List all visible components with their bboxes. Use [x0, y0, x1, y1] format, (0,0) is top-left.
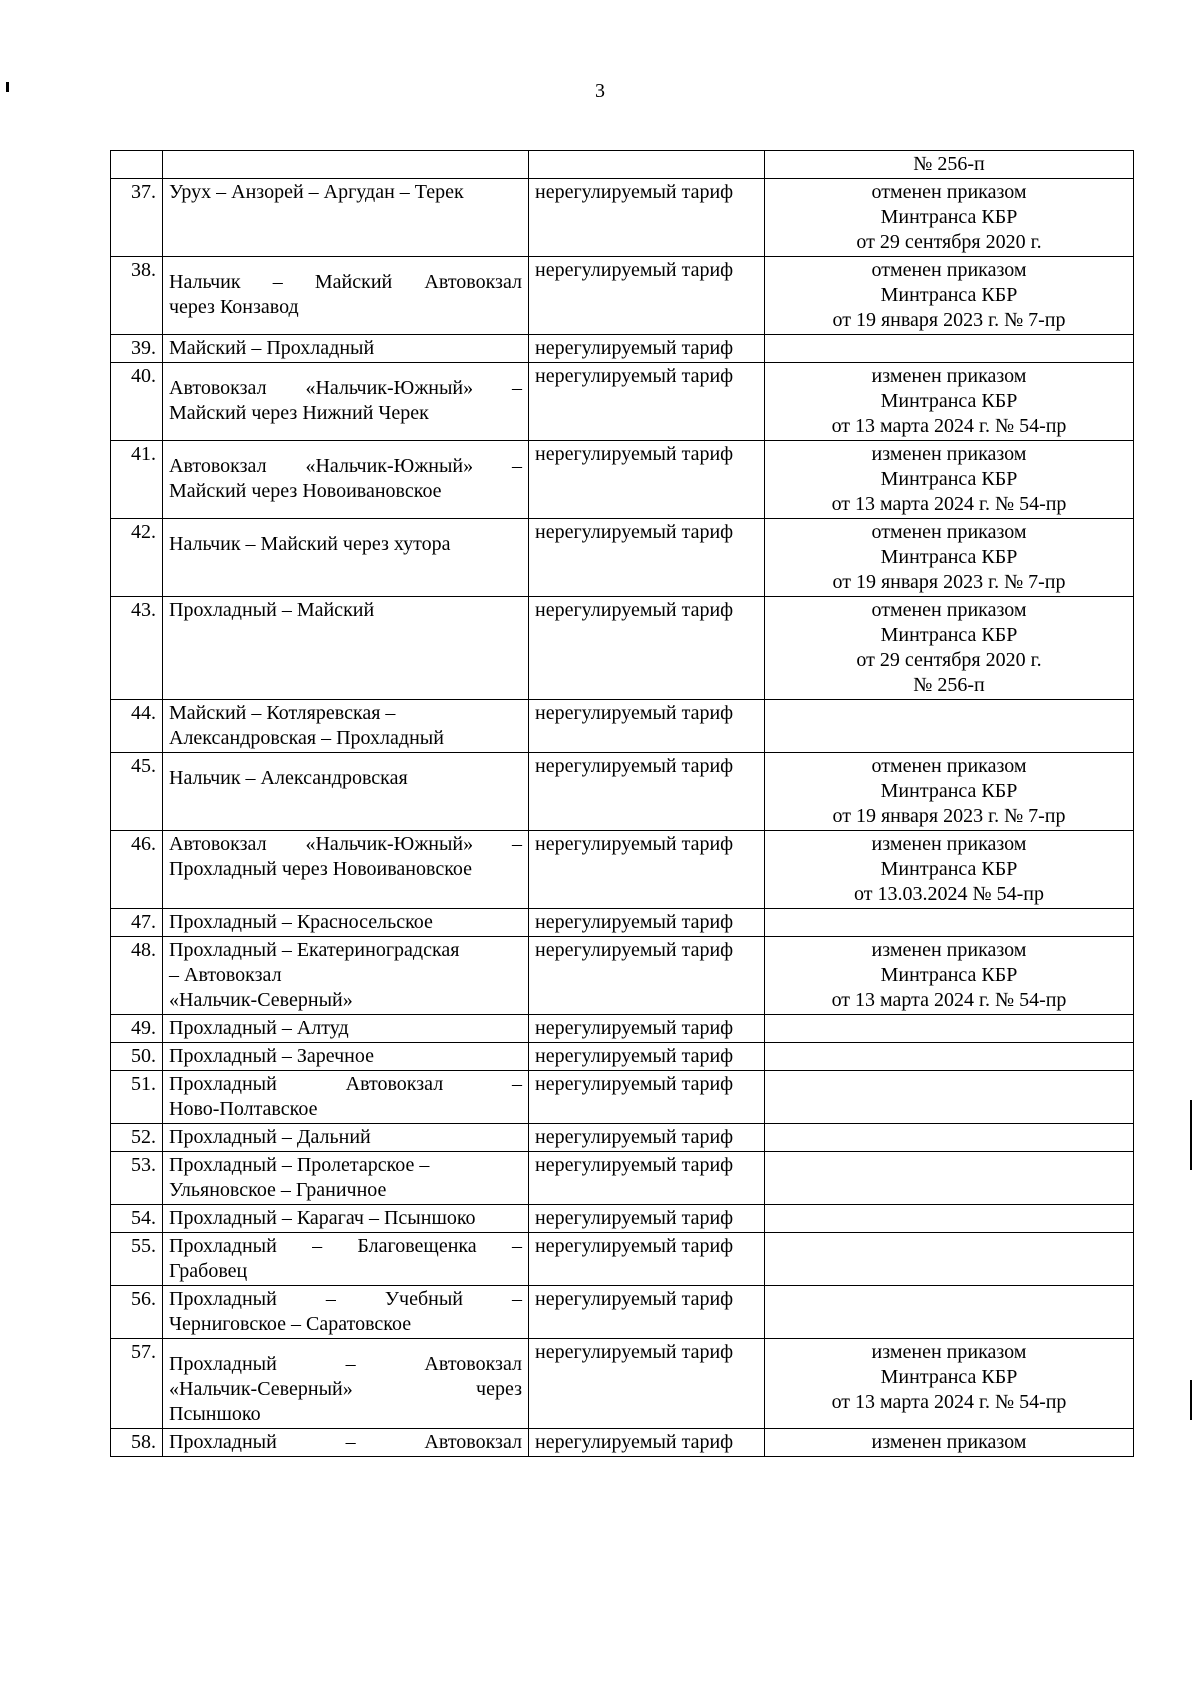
table-row	[111, 1205, 1134, 1233]
row-number: 50.	[111, 1043, 163, 1071]
route-name	[163, 831, 529, 909]
order-note	[765, 1043, 1134, 1071]
row-number: 37.	[111, 179, 163, 257]
note-line: Минтранса КБР	[880, 546, 1018, 568]
tariff-type: нерегулируемый тариф	[529, 831, 765, 909]
tariff-type: нерегулируемый тариф	[529, 1015, 765, 1043]
route-line: Автовокзал «Нальчик-Южный» –	[169, 377, 522, 399]
order-note	[765, 1205, 1134, 1233]
route-line: Прохладный через Новоивановское	[169, 858, 473, 880]
route-name	[163, 700, 529, 753]
row-number: 40.	[111, 363, 163, 441]
route-line: Прохладный – Автовокзал	[169, 1431, 522, 1453]
tariff-type: нерегулируемый тариф	[529, 1152, 765, 1205]
tariff-type: нерегулируемый тариф	[529, 335, 765, 363]
note-line: изменен приказом	[871, 365, 1027, 387]
note-line: Минтранса КБР	[880, 624, 1018, 646]
route-name	[163, 753, 529, 831]
tariff-type: нерегулируемый тариф	[529, 753, 765, 831]
row-number: 45.	[111, 753, 163, 831]
note-line: отменен приказом	[871, 259, 1027, 281]
tariff-type: нерегулируемый тариф	[529, 179, 765, 257]
note-line: изменен приказом	[871, 1431, 1027, 1453]
route-line: Нальчик – Майский Автовокзал	[169, 271, 522, 293]
table-row	[111, 257, 1134, 335]
route-name	[163, 257, 529, 335]
note-line: от 29 сентября 2020 г.	[856, 649, 1042, 671]
row-number: 41.	[111, 441, 163, 519]
route-name	[163, 179, 529, 257]
table-row	[111, 1339, 1134, 1429]
order-note	[765, 753, 1134, 831]
row-number: 53.	[111, 1152, 163, 1205]
order-note	[765, 1339, 1134, 1429]
route-name	[163, 597, 529, 700]
order-note	[765, 179, 1134, 257]
order-note	[765, 1233, 1134, 1286]
route-line: «Нальчик-Северный»	[169, 989, 353, 1011]
row-number: 55.	[111, 1233, 163, 1286]
note-line: от 13 марта 2024 г. № 54-пр	[831, 989, 1067, 1011]
note-line: от 19 января 2023 г. № 7-пр	[832, 309, 1066, 331]
table-row	[111, 363, 1134, 441]
scan-mark	[1190, 1380, 1192, 1420]
tariff-type: нерегулируемый тариф	[529, 1339, 765, 1429]
page-number: 3	[595, 80, 605, 102]
table-row	[111, 1071, 1134, 1124]
order-note	[765, 1429, 1134, 1457]
route-line: Прохладный – Автовокзал	[169, 1353, 522, 1375]
order-note	[765, 1152, 1134, 1205]
table-row	[111, 937, 1134, 1015]
note-line: № 256-п	[913, 153, 985, 175]
route-line: «Нальчик-Северный» через	[169, 1378, 522, 1400]
note-line: изменен приказом	[871, 939, 1027, 961]
route-line: Прохладный – Красносельское	[169, 911, 433, 933]
note-line: от 29 сентября 2020 г.	[856, 231, 1042, 253]
order-note	[765, 937, 1134, 1015]
row-number: 52.	[111, 1124, 163, 1152]
table-row	[111, 1286, 1134, 1339]
table-row	[111, 1043, 1134, 1071]
route-name	[163, 937, 529, 1015]
row-number	[111, 151, 163, 179]
route-line: Прохладный – Екатериноградская	[169, 939, 460, 961]
note-line: от 13 марта 2024 г. № 54-пр	[831, 1391, 1067, 1413]
row-number: 39.	[111, 335, 163, 363]
note-line: изменен приказом	[871, 443, 1027, 465]
note-line: № 256-п	[913, 674, 985, 696]
route-name	[163, 1429, 529, 1457]
note-line: Минтранса КБР	[880, 780, 1018, 802]
row-number: 42.	[111, 519, 163, 597]
row-number: 49.	[111, 1015, 163, 1043]
route-line: Прохладный – Пролетарское –	[169, 1154, 430, 1176]
order-note	[765, 1124, 1134, 1152]
route-line: Майский – Котляревская –	[169, 702, 396, 724]
tariff-type: нерегулируемый тариф	[529, 441, 765, 519]
table-row	[111, 335, 1134, 363]
route-line: Прохладный – Карагач – Псыншоко	[169, 1207, 476, 1229]
note-line: изменен приказом	[871, 1341, 1027, 1363]
route-name	[163, 1233, 529, 1286]
row-number: 47.	[111, 909, 163, 937]
route-name	[163, 335, 529, 363]
route-name	[163, 1071, 529, 1124]
row-number: 38.	[111, 257, 163, 335]
route-name	[163, 519, 529, 597]
route-line: Прохладный – Благовещенка –	[169, 1235, 522, 1257]
route-line: Прохладный – Учебный –	[169, 1288, 522, 1310]
route-line: Майский – Прохладный	[169, 337, 375, 359]
route-line: Прохладный – Майский	[169, 599, 375, 621]
note-line: Минтранса КБР	[880, 206, 1018, 228]
table-row	[111, 597, 1134, 700]
route-line: Нальчик – Александровская	[169, 767, 408, 789]
row-number: 57.	[111, 1339, 163, 1429]
table-row	[111, 441, 1134, 519]
tariff-type: нерегулируемый тариф	[529, 597, 765, 700]
row-number: 48.	[111, 937, 163, 1015]
route-line: Псыншоко	[169, 1403, 261, 1425]
row-number: 58.	[111, 1429, 163, 1457]
route-name	[163, 909, 529, 937]
table-row	[111, 831, 1134, 909]
order-note	[765, 1286, 1134, 1339]
note-line: изменен приказом	[871, 833, 1027, 855]
table-row	[111, 1124, 1134, 1152]
route-line: Черниговское – Саратовское	[169, 1313, 412, 1335]
table-row	[111, 753, 1134, 831]
table-row	[111, 1152, 1134, 1205]
route-line: через Конзавод	[169, 296, 299, 318]
route-name	[163, 151, 529, 179]
tariff-type	[529, 151, 765, 179]
note-line: от 13.03.2024 № 54-пр	[854, 883, 1044, 905]
note-line: Минтранса КБР	[880, 390, 1018, 412]
routes-table	[110, 150, 1134, 1457]
route-name	[163, 1205, 529, 1233]
tariff-type: нерегулируемый тариф	[529, 1071, 765, 1124]
row-number: 44.	[111, 700, 163, 753]
table-row	[111, 909, 1134, 937]
order-note	[765, 257, 1134, 335]
tariff-type: нерегулируемый тариф	[529, 937, 765, 1015]
note-line: Минтранса КБР	[880, 858, 1018, 880]
row-number: 51.	[111, 1071, 163, 1124]
order-note	[765, 909, 1134, 937]
order-note	[765, 441, 1134, 519]
route-line: Ульяновское – Граничное	[169, 1179, 387, 1201]
route-name	[163, 363, 529, 441]
route-name	[163, 1043, 529, 1071]
route-name	[163, 1339, 529, 1429]
scan-mark	[1190, 1100, 1192, 1170]
route-line: Прохладный – Алтуд	[169, 1017, 349, 1039]
tariff-type: нерегулируемый тариф	[529, 1124, 765, 1152]
table-row	[111, 519, 1134, 597]
route-line: – Автовокзал	[169, 964, 282, 986]
route-name	[163, 1015, 529, 1043]
note-line: Минтранса КБР	[880, 468, 1018, 490]
route-line: Грабовец	[169, 1260, 248, 1282]
note-line: отменен приказом	[871, 599, 1027, 621]
route-name	[163, 1286, 529, 1339]
note-line: отменен приказом	[871, 181, 1027, 203]
route-name	[163, 1124, 529, 1152]
note-line: отменен приказом	[871, 755, 1027, 777]
route-name	[163, 441, 529, 519]
route-line: Прохладный Автовокзал –	[169, 1073, 522, 1095]
note-line: отменен приказом	[871, 521, 1027, 543]
tariff-type: нерегулируемый тариф	[529, 1429, 765, 1457]
order-note	[765, 335, 1134, 363]
table-row	[111, 1015, 1134, 1043]
tariff-type: нерегулируемый тариф	[529, 1233, 765, 1286]
note-line: от 13 марта 2024 г. № 54-пр	[831, 415, 1067, 437]
note-line: от 13 марта 2024 г. № 54-пр	[831, 493, 1067, 515]
route-line: Александровская – Прохладный	[169, 727, 444, 749]
route-line: Урух – Анзорей – Аргудан – Терек	[169, 181, 464, 203]
route-line: Ново-Полтавское	[169, 1098, 318, 1120]
row-number: 54.	[111, 1205, 163, 1233]
note-line: Минтранса КБР	[880, 964, 1018, 986]
tariff-type: нерегулируемый тариф	[529, 363, 765, 441]
order-note	[765, 363, 1134, 441]
table-row	[111, 151, 1134, 179]
row-number: 43.	[111, 597, 163, 700]
table-row	[111, 1429, 1134, 1457]
route-line: Прохладный – Заречное	[169, 1045, 374, 1067]
tariff-type: нерегулируемый тариф	[529, 1286, 765, 1339]
row-number: 46.	[111, 831, 163, 909]
table-row	[111, 700, 1134, 753]
route-line: Нальчик – Майский через хутора	[169, 533, 451, 555]
route-line: Майский через Новоивановское	[169, 480, 442, 502]
tariff-type: нерегулируемый тариф	[529, 700, 765, 753]
order-note	[765, 1071, 1134, 1124]
tariff-type: нерегулируемый тариф	[529, 1205, 765, 1233]
table-row	[111, 1233, 1134, 1286]
order-note	[765, 519, 1134, 597]
tariff-type: нерегулируемый тариф	[529, 257, 765, 335]
tariff-type: нерегулируемый тариф	[529, 519, 765, 597]
route-name	[163, 1152, 529, 1205]
note-line: Минтранса КБР	[880, 1366, 1018, 1388]
scan-mark	[6, 82, 9, 92]
order-note	[765, 831, 1134, 909]
note-line: Минтранса КБР	[880, 284, 1018, 306]
note-line: от 19 января 2023 г. № 7-пр	[832, 805, 1066, 827]
route-line: Автовокзал «Нальчик-Южный» –	[169, 455, 522, 477]
note-line: от 19 января 2023 г. № 7-пр	[832, 571, 1066, 593]
route-line: Автовокзал «Нальчик-Южный» –	[169, 833, 522, 855]
tariff-type: нерегулируемый тариф	[529, 1043, 765, 1071]
order-note	[765, 700, 1134, 753]
row-number: 56.	[111, 1286, 163, 1339]
order-note	[765, 151, 1134, 179]
order-note	[765, 597, 1134, 700]
tariff-type: нерегулируемый тариф	[529, 909, 765, 937]
route-line: Майский через Нижний Черек	[169, 402, 429, 424]
route-line: Прохладный – Дальний	[169, 1126, 371, 1148]
table-row	[111, 179, 1134, 257]
order-note	[765, 1015, 1134, 1043]
